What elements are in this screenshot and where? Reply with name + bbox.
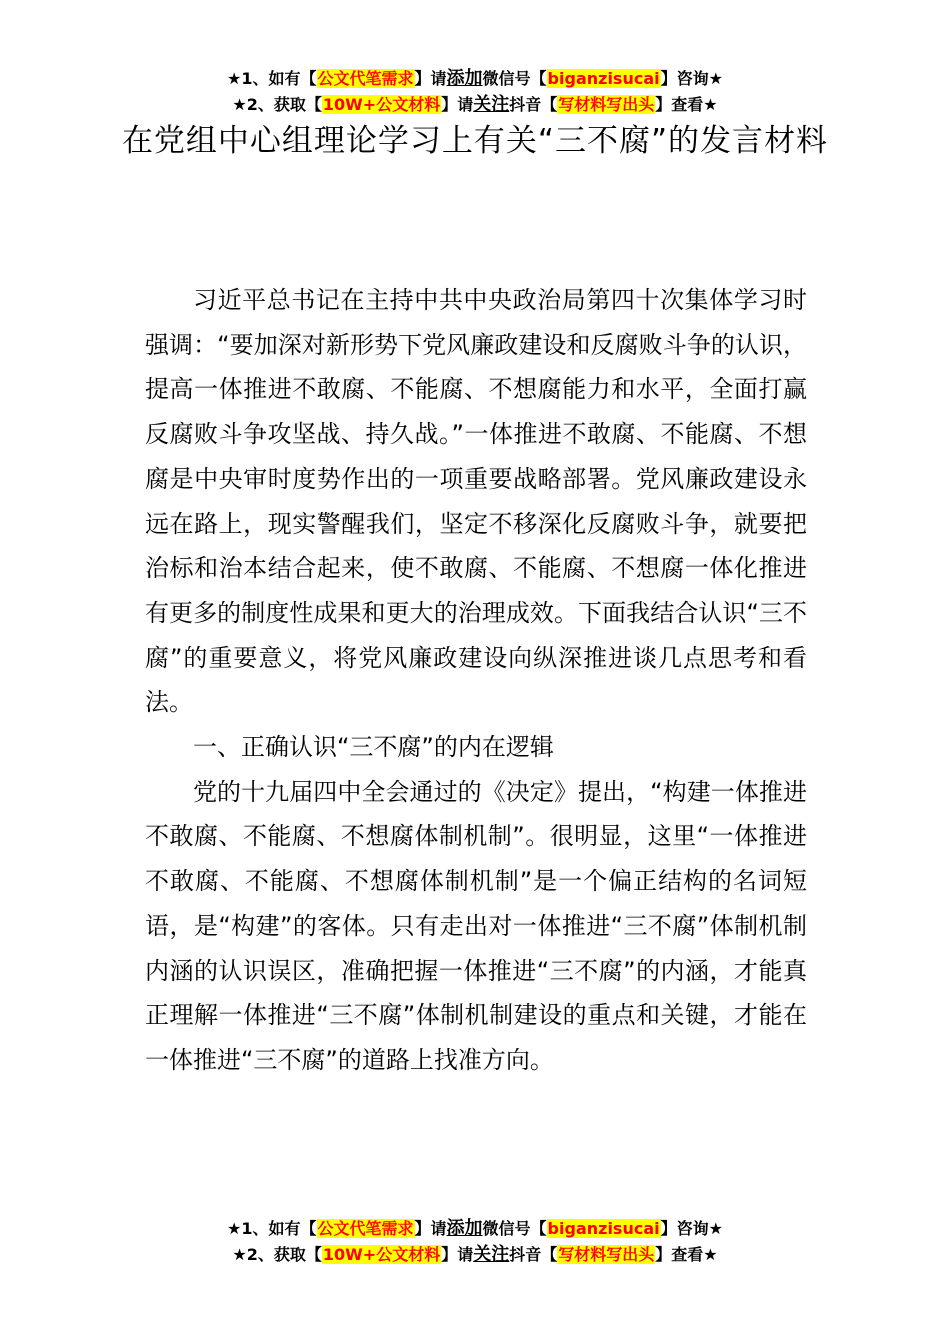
promo-text: 1、如有【 bbox=[241, 69, 317, 88]
star-icon: ★ bbox=[227, 69, 242, 88]
star-icon: ★ bbox=[232, 95, 247, 114]
document-title: 在党组中心组理论学习上有关“三不腐”的发言材料 bbox=[121, 123, 829, 159]
section-heading: 一、正确认识“三不腐”的内在逻辑 bbox=[193, 733, 554, 762]
promo-text: 】咨询★ bbox=[660, 69, 723, 88]
promo-text: 2、获取【 bbox=[246, 1245, 322, 1264]
promo-header bbox=[0, 66, 950, 118]
promo-emphasis: 添加 bbox=[446, 1218, 483, 1239]
promo-text: 】请 bbox=[441, 95, 474, 114]
promo-emphasis: 添加 bbox=[446, 68, 483, 89]
promo-text: 微信号【 bbox=[482, 69, 547, 88]
star-icon: ★ bbox=[227, 1219, 242, 1238]
star-icon: ★ bbox=[232, 1245, 247, 1264]
promo-emphasis: 关注 bbox=[473, 1244, 510, 1265]
promo-highlight: biganzisucai bbox=[547, 69, 660, 88]
promo-highlight: 写材料写出头 bbox=[558, 95, 655, 114]
paragraph: 习近平总书记在主持中共中央政治局第四十次集体学习时强调：“要加深对新形势下党风廉政建设和反腐败斗争的认识，提高一体推进不敢腐、不能腐、不想腐能力和水平，全面打赢反腐败斗争攻坚战、持久战。”一体推进不敢腐、不能腐、不想腐是中央审时度势作出的一项重要战略部署。党风廉政建设永远在路上，现实警醒我们，坚定不移深化反腐败斗争，就要把治标和治本结合起来，使不敢腐、不能腐、不想腐一体化推进有更多的制度性成果和更大的治理成效。下面我结合认识“三不腐”的重要意义，将党风廉政建设向纵深推进谈几点思考和看法。 bbox=[145, 286, 807, 717]
promo-highlight: 写材料写出头 bbox=[558, 1245, 655, 1264]
promo-text: 抖音【 bbox=[509, 95, 558, 114]
promo-text: 1、如有【 bbox=[241, 1219, 317, 1238]
promo-highlight: biganzisucai bbox=[547, 1219, 660, 1238]
promo-line-1 bbox=[0, 66, 950, 92]
promo-text: 微信号【 bbox=[482, 1219, 547, 1238]
promo-highlight: 10W+公文材料 bbox=[322, 1245, 441, 1264]
promo-line-1 bbox=[0, 1216, 950, 1242]
promo-highlight: 公文代笔需求 bbox=[317, 69, 414, 88]
promo-footer bbox=[0, 1216, 950, 1268]
promo-highlight: 10W+公文材料 bbox=[322, 95, 441, 114]
promo-text: 】请 bbox=[414, 1219, 447, 1238]
document-body bbox=[145, 278, 807, 1083]
promo-highlight: 公文代笔需求 bbox=[317, 1219, 414, 1238]
promo-text: 2、获取【 bbox=[246, 95, 322, 114]
promo-line-2 bbox=[0, 92, 950, 118]
promo-text: 】查看★ bbox=[655, 1245, 718, 1264]
promo-text: 】咨询★ bbox=[660, 1219, 723, 1238]
promo-text: 】查看★ bbox=[655, 95, 718, 114]
paragraph: 党的十九届四中全会通过的《决定》提出，“构建一体推进不敢腐、不能腐、不想腐体制机制”。很明显，这里“一体推进不敢腐、不能腐、不想腐体制机制”是一个偏正结构的名词短语，是“构建”的客体。只有走出对一体推进“三不腐”体制机制内涵的认识误区，准确把握一体推进“三不腐”的内涵，才能真正理解一体推进“三不腐”体制机制建设的重点和关键，才能在一体推进“三不腐”的道路上找准方向。 bbox=[145, 777, 807, 1074]
promo-text: 】请 bbox=[414, 69, 447, 88]
promo-text: 抖音【 bbox=[509, 1245, 558, 1264]
promo-emphasis: 关注 bbox=[473, 94, 510, 115]
promo-text: 】请 bbox=[441, 1245, 474, 1264]
promo-line-2 bbox=[0, 1242, 950, 1268]
